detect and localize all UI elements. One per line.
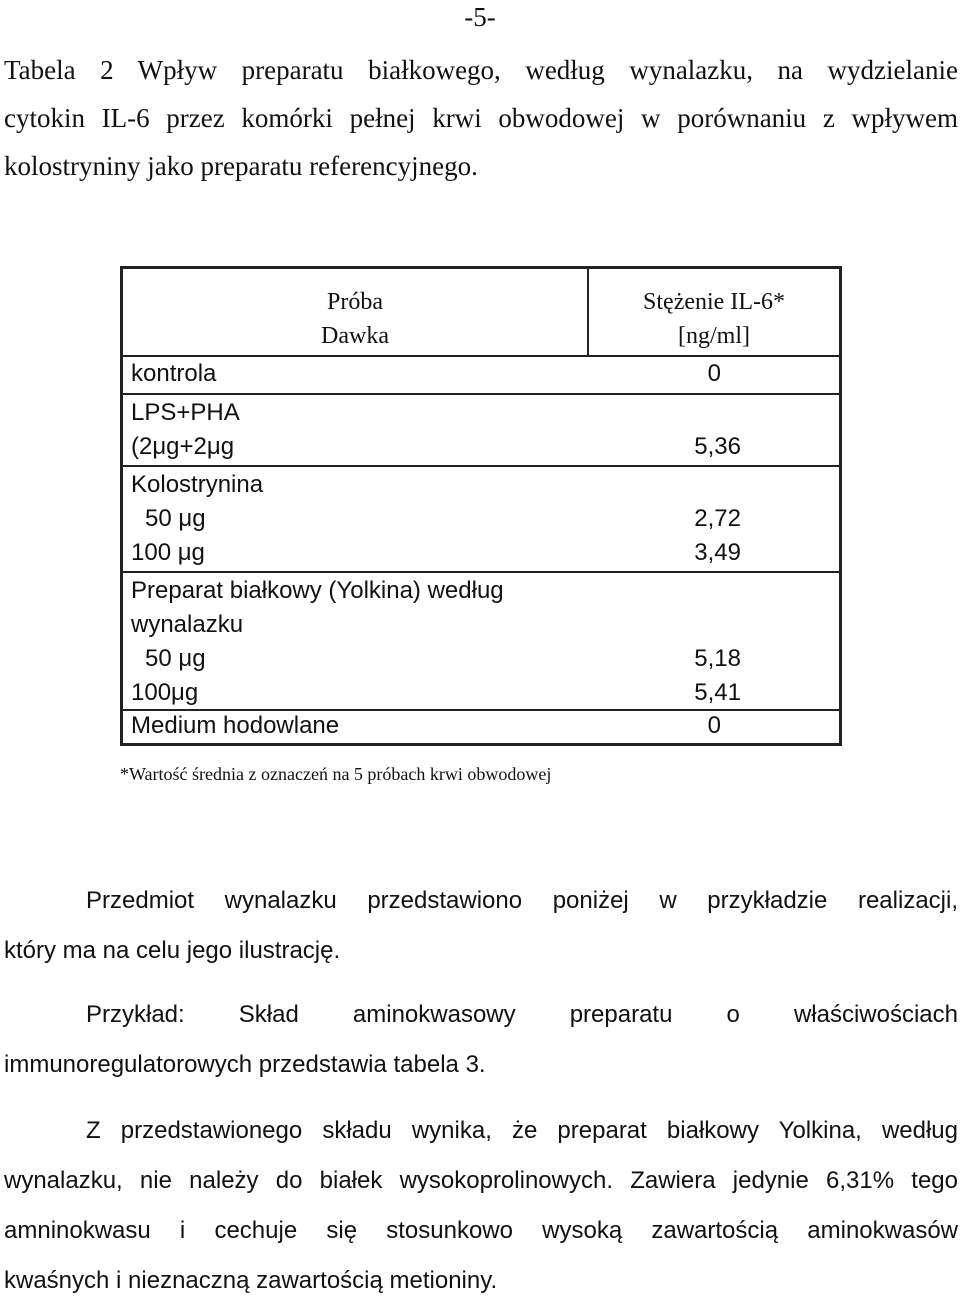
header-concentration	[589, 285, 839, 353]
row-value: 0	[707, 712, 721, 739]
paragraph-2	[4, 990, 958, 1090]
row-label: Medium hodowlane	[131, 712, 340, 739]
table-row	[123, 395, 839, 467]
paragraph-line: amninokwasu i cechuje się stosunkowo wysoką zawartością aminokwasów	[4, 1217, 958, 1244]
paragraph-line: Z przedstawionego składu wynika, że preparat białkowy Yolkina, według	[86, 1117, 958, 1144]
row-label: kontrola	[131, 360, 217, 387]
row-value: 2,72	[694, 505, 741, 532]
paragraph-line: wynalazku, nie należy do białek wysokoprolinowych. Zawiera jedynie 6,31% tego	[4, 1167, 958, 1194]
table-row	[123, 467, 839, 573]
row-dose: 100μg	[131, 679, 199, 706]
table-row	[123, 573, 839, 711]
row-value: 5,36	[694, 433, 741, 460]
row-dose: 50 μg	[145, 505, 206, 532]
row-dose: 50 μg	[145, 645, 206, 672]
header-sample: Próba	[327, 289, 383, 315]
caption-line: cytokin IL-6 przez komórki pełnej krwi obwodowej w porównaniu z wpływem	[4, 103, 958, 133]
row-value: 3,49	[694, 539, 741, 566]
header-concentration-unit: [ng/ml]	[678, 323, 750, 349]
row-value: 5,41	[694, 679, 741, 706]
paragraph-3	[4, 1106, 958, 1306]
page-number: -5-	[464, 2, 496, 32]
table-footnote: *Wartość średnia z oznaczeń na 5 próbach krwi obwodowej	[120, 764, 552, 784]
header-dose: Dawka	[321, 323, 389, 349]
row-label: LPS+PHA	[131, 399, 240, 426]
paragraph-1	[4, 876, 958, 976]
paragraph-line: który ma na celu jego ilustrację.	[4, 937, 341, 964]
row-label: Kolostrynina	[131, 471, 264, 498]
row-label-cont: wynalazku	[131, 611, 244, 638]
header-concentration-label: Stężenie IL-6*	[643, 289, 785, 315]
table-caption	[4, 46, 958, 190]
row-label: Preparat białkowy (Yolkina) według	[131, 577, 504, 604]
paragraph-line: Przedmiot wynalazku przedstawiono poniżej w przykładzie realizacji,	[86, 887, 958, 914]
row-value: 5,18	[694, 645, 741, 672]
table-row	[123, 355, 839, 395]
paragraph-line: immunoregulatorowych przedstawia tabela 3.	[4, 1051, 486, 1078]
header-sample-dose	[123, 285, 587, 353]
caption-line: kolostryniny jako preparatu referencyjnego.	[4, 151, 478, 181]
caption-line: Tabela 2 Wpływ preparatu białkowego, według wynalazku, na wydzielanie	[4, 55, 958, 85]
row-dose: 100 μg	[131, 539, 205, 566]
row-label-cont: (2μg+2μg	[131, 433, 235, 460]
table-header-row	[123, 269, 839, 357]
results-table	[120, 266, 842, 746]
row-value: 0	[707, 360, 721, 387]
paragraph-line: Przykład: Skład aminokwasowy preparatu o właściwościach	[86, 1001, 958, 1028]
table-row	[123, 711, 839, 743]
paragraph-line: kwaśnych i nieznaczną zawartością metioniny.	[4, 1267, 498, 1294]
